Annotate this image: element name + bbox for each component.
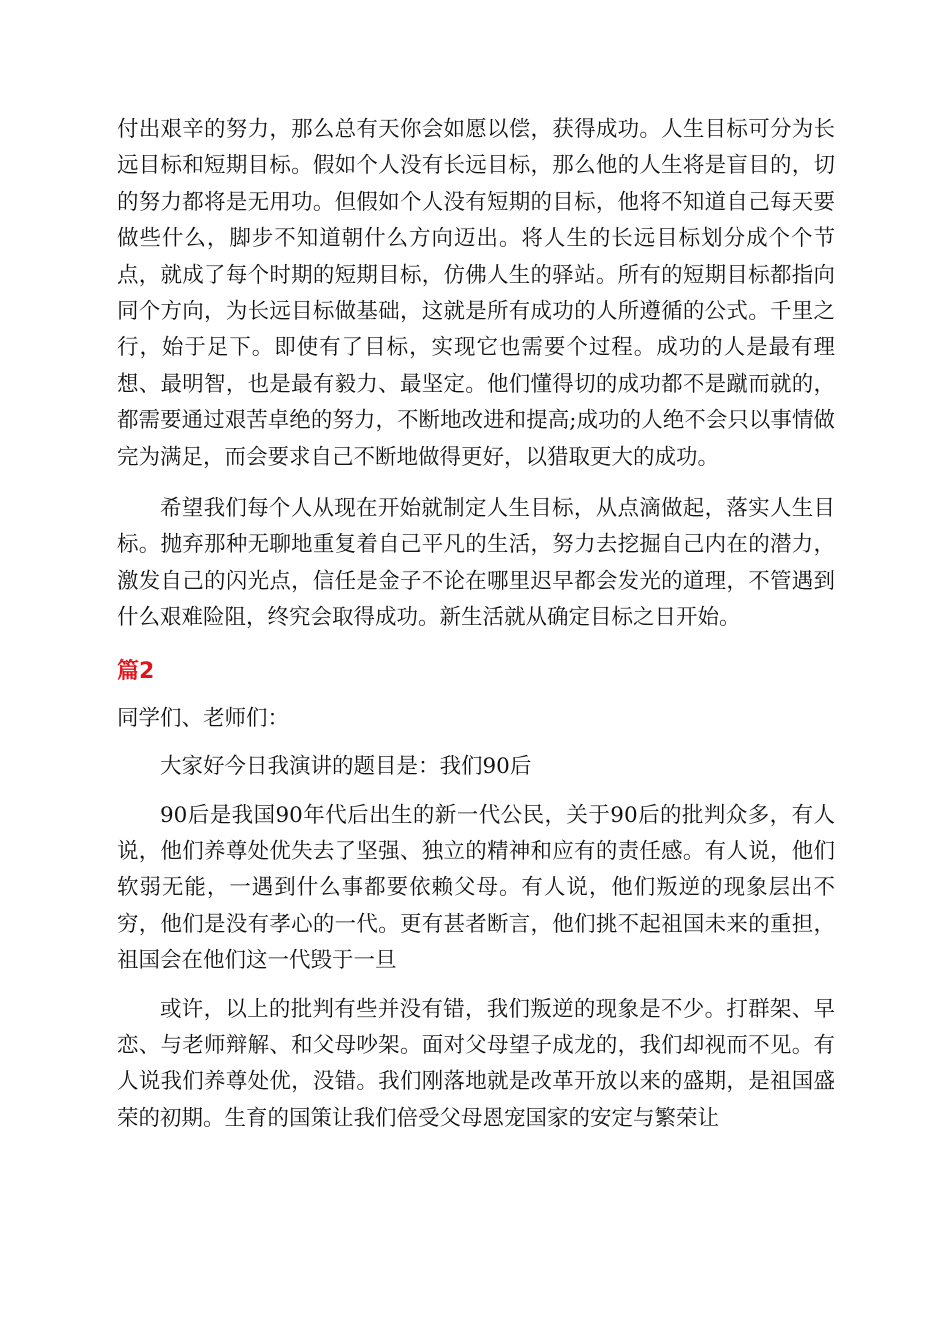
salutation: 同学们、老师们：	[117, 705, 290, 731]
body-paragraph-5: 或许，以上的批判有些并没有错，我们叛逆的现象是不少。打群架、早恋、与老师辩解、和父母吵架。面对父母望子成龙的，我们却视而不见。有人说我们养尊处优，没错。我们刚落地就是改革开放以来的盛期，是祖国盛荣的初期。生育的国策让我们倍受父母恩宠国家的安定与繁荣让	[117, 996, 835, 1131]
body-paragraph-1: 付出艰辛的努力，那么总有天你会如愿以偿，获得成功。人生目标可分为长远目标和短期目标。假如个人没有长远目标，那么他的人生将是盲目的，切的努力都将是无用功。但假如个人没有短期的目标，他将不知道自己每天要做些什么，脚步不知道朝什么方向迈出。将人生的长远目标划分成个个节点，就成了每个时期的短期目标，仿佛人生的驿站。所有的短期目标都指向同个方向，为长远目标做基础，这就是所有成功的人所遵循的公式。千里之行，始于足下。即使有了目标，实现它也需要个过程。成功的人是最有理想、最明智，也是最有毅力、最坚定。他们懂得切的成功都不是蹴而就的，都需要通过艰苦卓绝的努力，不断地改进和提高;成功的人绝不会只以事情做完为满足，而会要求自己不断地做得更好，以猎取更大的成功。	[117, 117, 835, 470]
document-page	[117, 112, 835, 1137]
speech-title-line: 大家好今日我演讲的题目是：我们90后	[160, 754, 532, 780]
body-paragraph-2: 希望我们每个人从现在开始就制定人生目标，从点滴做起，落实人生目标。抛弃那种无聊地重复着自己平凡的生活，努力去挖掘自己内在的潜力，激发自己的闪光点，信任是金子不论在哪里迟早都会发光的道理，不管遇到什么艰难险阻，终究会取得成功。新生活就从确定目标之日开始。	[117, 496, 835, 631]
body-paragraph-4: 90后是我国90年代后出生的新一代公民，关于90后的批判众多，有人说，他们养尊处优失去了坚强、独立的精神和应有的责任感。有人说，他们软弱无能，一遇到什么事都要依赖父母。有人说，他们叛逆的现象层出不穷，他们是没有孝心的一代。更有甚者断言，他们挑不起祖国未来的重担，祖国会在他们这一代毁于一旦	[117, 802, 835, 974]
section-heading: 篇2	[117, 658, 155, 684]
